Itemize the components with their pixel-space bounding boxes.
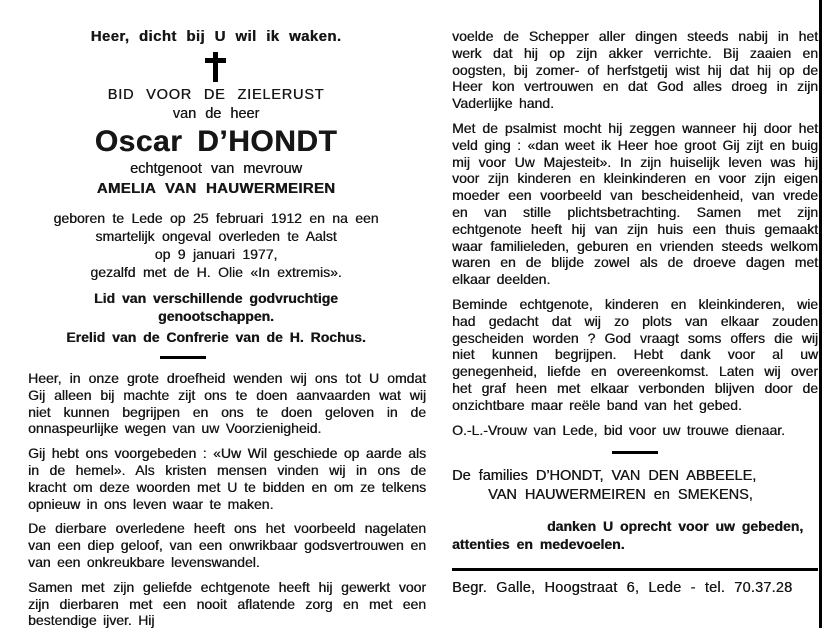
biography-block xyxy=(36,209,396,281)
right-body-text xyxy=(452,28,818,438)
card-header xyxy=(36,28,396,346)
prayer-paragraph: Samen met zijn geliefde echtgenote heeft hij gewerkt voor zijn dierbaren met een nooit aflatende zorg en met een bestendige ijver. Hij xyxy=(28,578,426,628)
motto-line: Heer, dicht bij U wil ik waken. xyxy=(90,28,342,45)
invocation-paragraph: O.-L.-Vrouw van Lede, bid voor uw trouwe dienaar. xyxy=(452,421,785,438)
footer-rule xyxy=(452,568,818,571)
deceased-name: Oscar D’HONDT xyxy=(94,125,338,158)
bio-line: gezalfd met de H. Olie «In extremis». xyxy=(90,264,342,280)
of-the-gentleman-line: van de heer xyxy=(172,106,260,122)
right-column xyxy=(452,18,818,596)
left-body-text xyxy=(28,370,426,628)
thanks-paragraph: danken U oprecht voor uw gebeden, attenties en medevoelen. xyxy=(452,518,804,553)
latin-cross-icon xyxy=(205,52,227,82)
prayer-paragraph: Gij hebt ons voorgebeden : «Uw Wil geschiede op aarde als in de hemel». Als kristen mensen vinden wij in ons de kracht om deze woorden met U te bidden en om ze telkens opnieuw in ons leven waar te maken. xyxy=(28,445,426,512)
bio-line: op 9 januari 1977, xyxy=(154,246,278,262)
families-block xyxy=(452,467,818,505)
section-divider xyxy=(612,451,658,454)
membership-line: Erelid van de Confrerie van de H. Rochus. xyxy=(66,329,366,345)
membership-line: Lid van verschillende godvruchtige genootschappen. xyxy=(94,290,338,324)
bio-line: geboren te Lede op 25 februari 1912 en na een xyxy=(53,210,379,226)
prayer-paragraph: Beminde echtgenote, kinderen en kleinkinderen, wie had gedacht dat wij zo plots van elkaar zouden gescheiden worden ? God vraagt soms offers die wij niet kunnen begrijpen. Hebt dank voor al uw genegenheid, liefde en overeenkomst. Laten wij over het graf heen met elkaar verbonden blijven door de onzichtbare maar reële band van het gebed. xyxy=(452,295,818,413)
memberships-block xyxy=(36,289,396,346)
undertaker-footer: Begr. Galle, Hoogstraat 6, Lede - tel. 70.37.28 xyxy=(452,580,793,597)
bio-line: smartelijk ongeval overleden te Aalst xyxy=(95,228,337,244)
spouse-relation-line: echtgenoot van mevrouw xyxy=(129,161,302,177)
section-divider xyxy=(160,356,206,359)
spouse-name: AMELIA VAN HAUWERMEIREN xyxy=(96,180,336,197)
prayer-paragraph: Met de psalmist mocht hij zeggen wanneer hij door het veld ging : «dan weet ik Heer hoe groot Gij zijt en buig mij voor Uw Majesteit». In zijn huiselijk leven was hij voor zijn kinderen en kleinkinderen en voor zijn eigen moeder een voorbeeld van bescheidenheid, van vrede en van stille plichtsbetrachting. Samen met zijn echtgenote heeft hij van zijn huis een thuis gemaakt waar familieleden, geburen en vrienden steeds welkom waren en de blijde zowel als de droeve dagen met elkaar deelden. xyxy=(452,119,818,288)
prayer-title: BID VOOR DE ZIELERUST xyxy=(107,87,325,103)
families-line: VAN HAUWERMEIREN en SMEKENS, xyxy=(488,487,753,504)
prayer-paragraph: voelde de Schepper aller dingen steeds nabij in het werk dat hij op zijn akker verrichte. Bij zaaien en oogsten, bij zomer- of herfstgetij wist hij dat hij op de Heer kon vertrouwen en dat God alles droeg in zijn Vaderlijke hand. xyxy=(452,28,818,112)
scan-edge-line xyxy=(819,0,822,628)
families-line: De families D’HONDT, VAN DEN ABBEELE, xyxy=(452,468,757,485)
prayer-paragraph: De dierbare overledene heeft ons het voorbeeld nagelaten van een diep geloof, van een onwrikbaar godsvertrouwen en van een onkreukbare levenswandel. xyxy=(28,520,426,570)
prayer-paragraph: Heer, in onze grote droefheid wenden wij ons tot U omdat Gij alleen bij machte zijt ons te doen aanvaarden wat wij niet kunnen begrijpen en ons te doen geloven in de onnaspeurlijke wegen van uw Voorzienigheid. xyxy=(28,370,426,437)
left-column xyxy=(28,28,426,628)
